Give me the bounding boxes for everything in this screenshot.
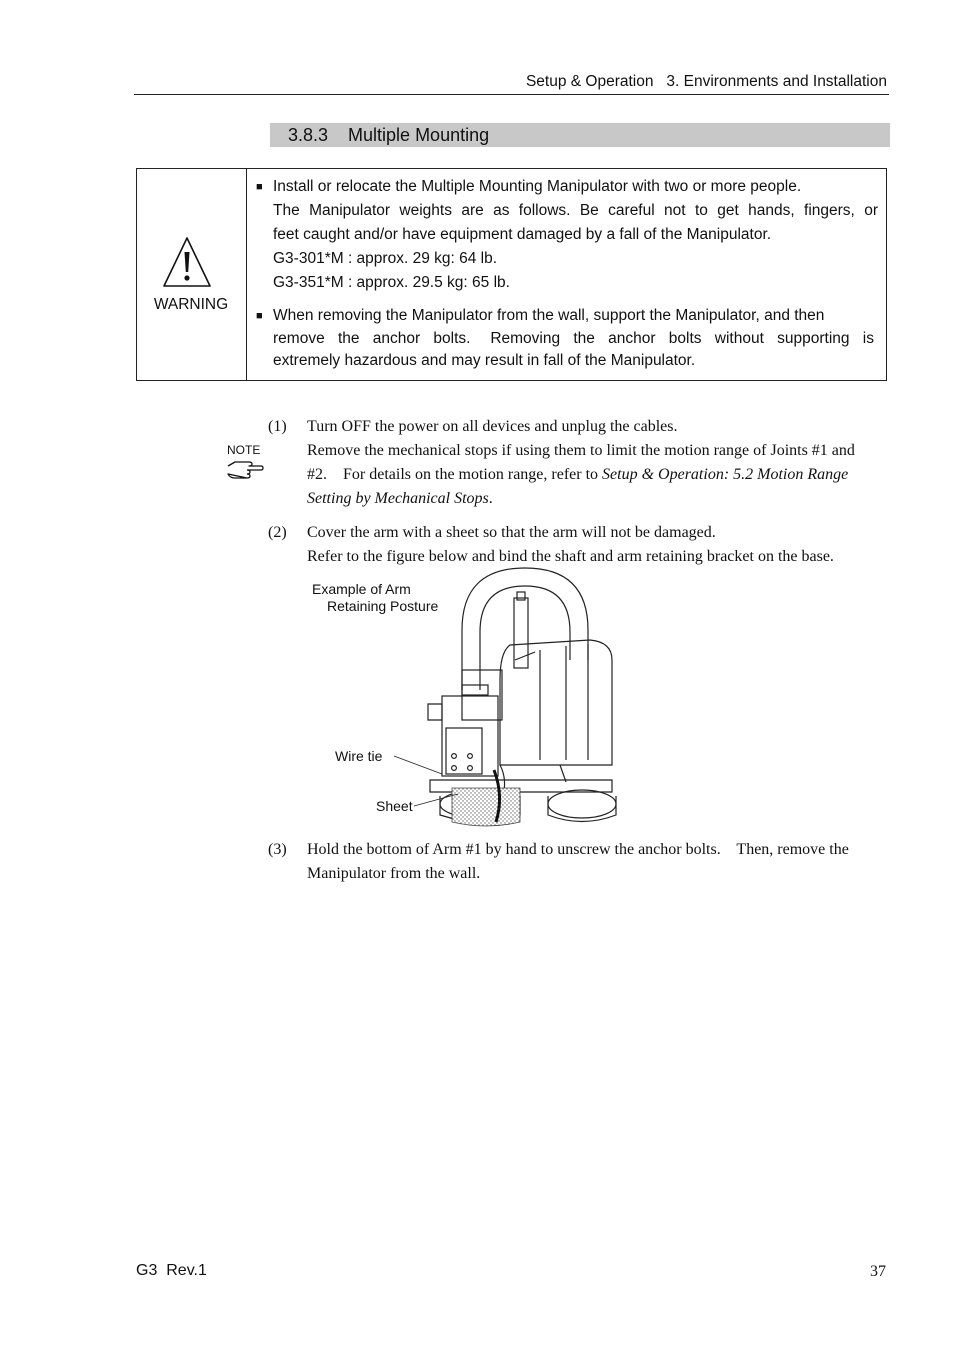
figure-label-wire-tie: Wire tie [335,748,383,764]
warning-text-line: G3-351*M : approx. 29.5 kg: 65 lb. [273,274,510,291]
step-number: (1) [268,418,287,435]
step-number: (2) [268,524,287,541]
figure-caption: Example of Arm [312,581,411,597]
warning-text-line: The Manipulator weights are as follows. Be careful not to get hands, fingers, or [273,202,878,219]
step-text-line [307,490,493,508]
warning-text-line: feet caught and/or have equipment damaged by a fall of the Manipulator. [273,226,772,243]
manual-reference: Setting by Mechanical Stops [307,490,489,507]
warning-text-line: remove the anchor bolts. Removing the anchor bolts without supporting is [273,330,874,347]
figure-label-sheet: Sheet [376,798,413,814]
step-number: (3) [268,841,287,858]
figure-leader-lines [390,750,460,820]
step-text-line: Remove the mechanical stops if using them to limit the motion range of Joints #1 and [307,442,855,459]
figure-caption: Retaining Posture [327,598,439,614]
step-text-line: Refer to the figure below and bind the shaft and arm retaining bracket on the base. [307,548,834,565]
step-text-line: Cover the arm with a sheet so that the arm will not be damaged. [307,524,716,541]
warning-text-line: When removing the Manipulator from the wall, support the Manipulator, and then [273,307,825,324]
step-text: #2. For details on the motion range, refer to [307,466,603,483]
warning-text-line: G3-301*M : approx. 29 kg: 64 lb. [273,250,498,267]
footer-document-revision: G3 Rev.1 [136,1262,207,1279]
step-text-line: Hold the bottom of Arm #1 by hand to unscrew the anchor bolts. Then, remove the [307,841,849,858]
warning-label: WARNING [153,296,229,313]
warning-divider [246,168,247,381]
header-divider [134,94,889,95]
warning-text-line: Install or relocate the Multiple Mounting Manipulator with two or more people. [273,178,802,195]
pointing-hand-icon [225,458,265,487]
note-label: NOTE [227,443,261,457]
step-text-line [307,466,848,484]
warning-triangle-icon [162,236,212,295]
warning-text-line: extremely hazardous and may result in fall of the Manipulator. [273,352,696,369]
step-text-line: Manipulator from the wall. [307,865,481,882]
step-text: . [488,490,493,507]
running-header: Setup & Operation 3. Environments and Installation [525,73,887,90]
warning-box [136,168,887,381]
page-number: 37 [870,1263,886,1280]
section-title: 3.8.3 Multiple Mounting [288,125,490,145]
manual-reference: Setup & Operation: 5.2 Motion Range [602,466,849,483]
bullet-square-icon: ■ [256,181,263,193]
step-text-line: Turn OFF the power on all devices and unplug the cables. [307,418,678,435]
bullet-square-icon: ■ [256,310,263,322]
